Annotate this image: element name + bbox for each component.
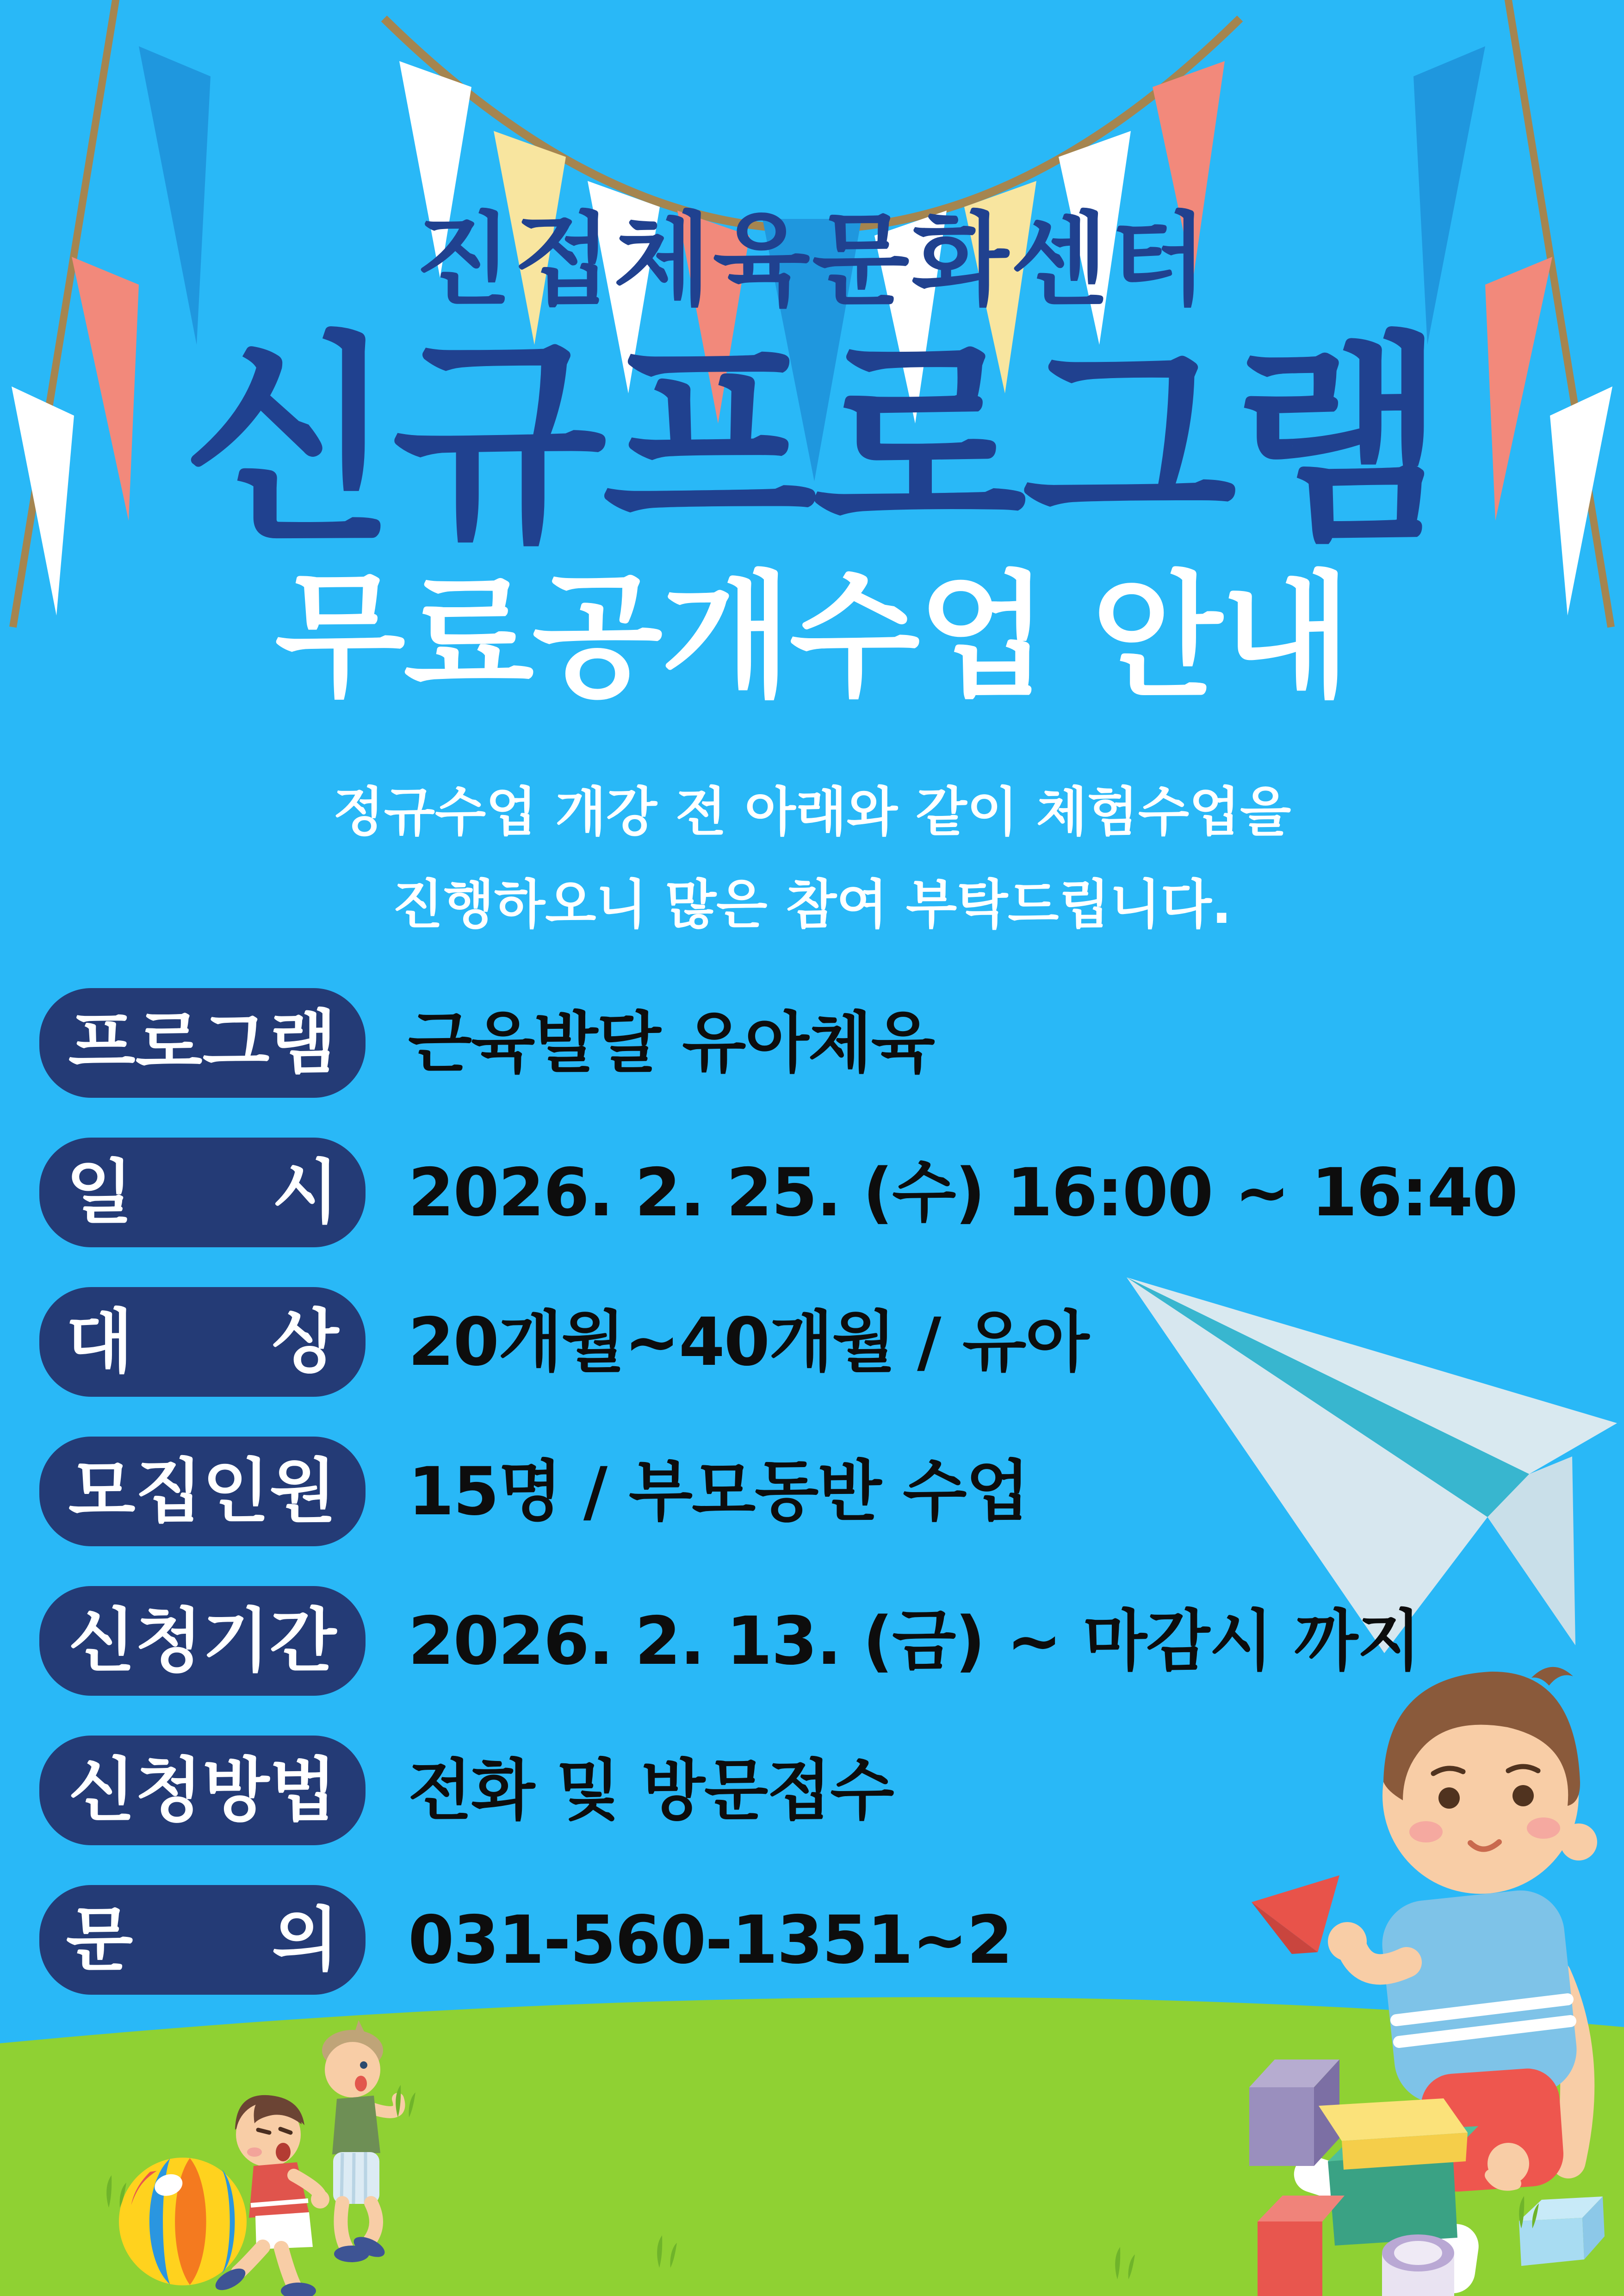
row-label-pill: 문 의 (39, 1885, 366, 1995)
row-capacity (39, 1437, 1585, 1546)
sub-title: 무료공개수업 안내 (274, 558, 1350, 716)
grass-tuft-icon (0, 2073, 1624, 2296)
page-title: 신규프로그램 (182, 313, 1442, 572)
phone-number: 031-560-1351~2 (408, 1901, 1012, 1979)
row-datetime (39, 1138, 1585, 1247)
row-target (39, 1287, 1585, 1397)
row-label-pill: 신청기간 (39, 1586, 366, 1696)
row-program (39, 988, 1585, 1098)
row-value: 20개월~40개월 / 유아 (408, 1303, 1089, 1381)
row-label-pill: 프로그램 (39, 988, 366, 1098)
row-value: 15명 / 부모동반 수업 (408, 1453, 1029, 1530)
row-value: 전화 및 방문접수 (408, 1752, 893, 1829)
intro-line-1: 정규수업 개강 전 아래와 같이 체험수업을 (333, 781, 1291, 843)
row-label-pill: 모집인원 (39, 1437, 366, 1546)
row-value: 근육발달 유아체육 (408, 1004, 934, 1082)
row-value: 2026. 2. 25. (수) 16:00 ~ 16:40 (408, 1154, 1518, 1231)
intro-line-2: 진행하오니 많은 참여 부탁드립니다. (392, 873, 1232, 935)
org-title: 진접체육문화센터 (415, 202, 1209, 319)
row-label-pill: 일 시 (39, 1138, 366, 1247)
row-label-pill: 신청방법 (39, 1736, 366, 1845)
row-value: 2026. 2. 13. (금) ~ 마감시 까지 (408, 1602, 1420, 1680)
row-label-pill: 대 상 (39, 1287, 366, 1397)
intro-text (0, 766, 1624, 951)
